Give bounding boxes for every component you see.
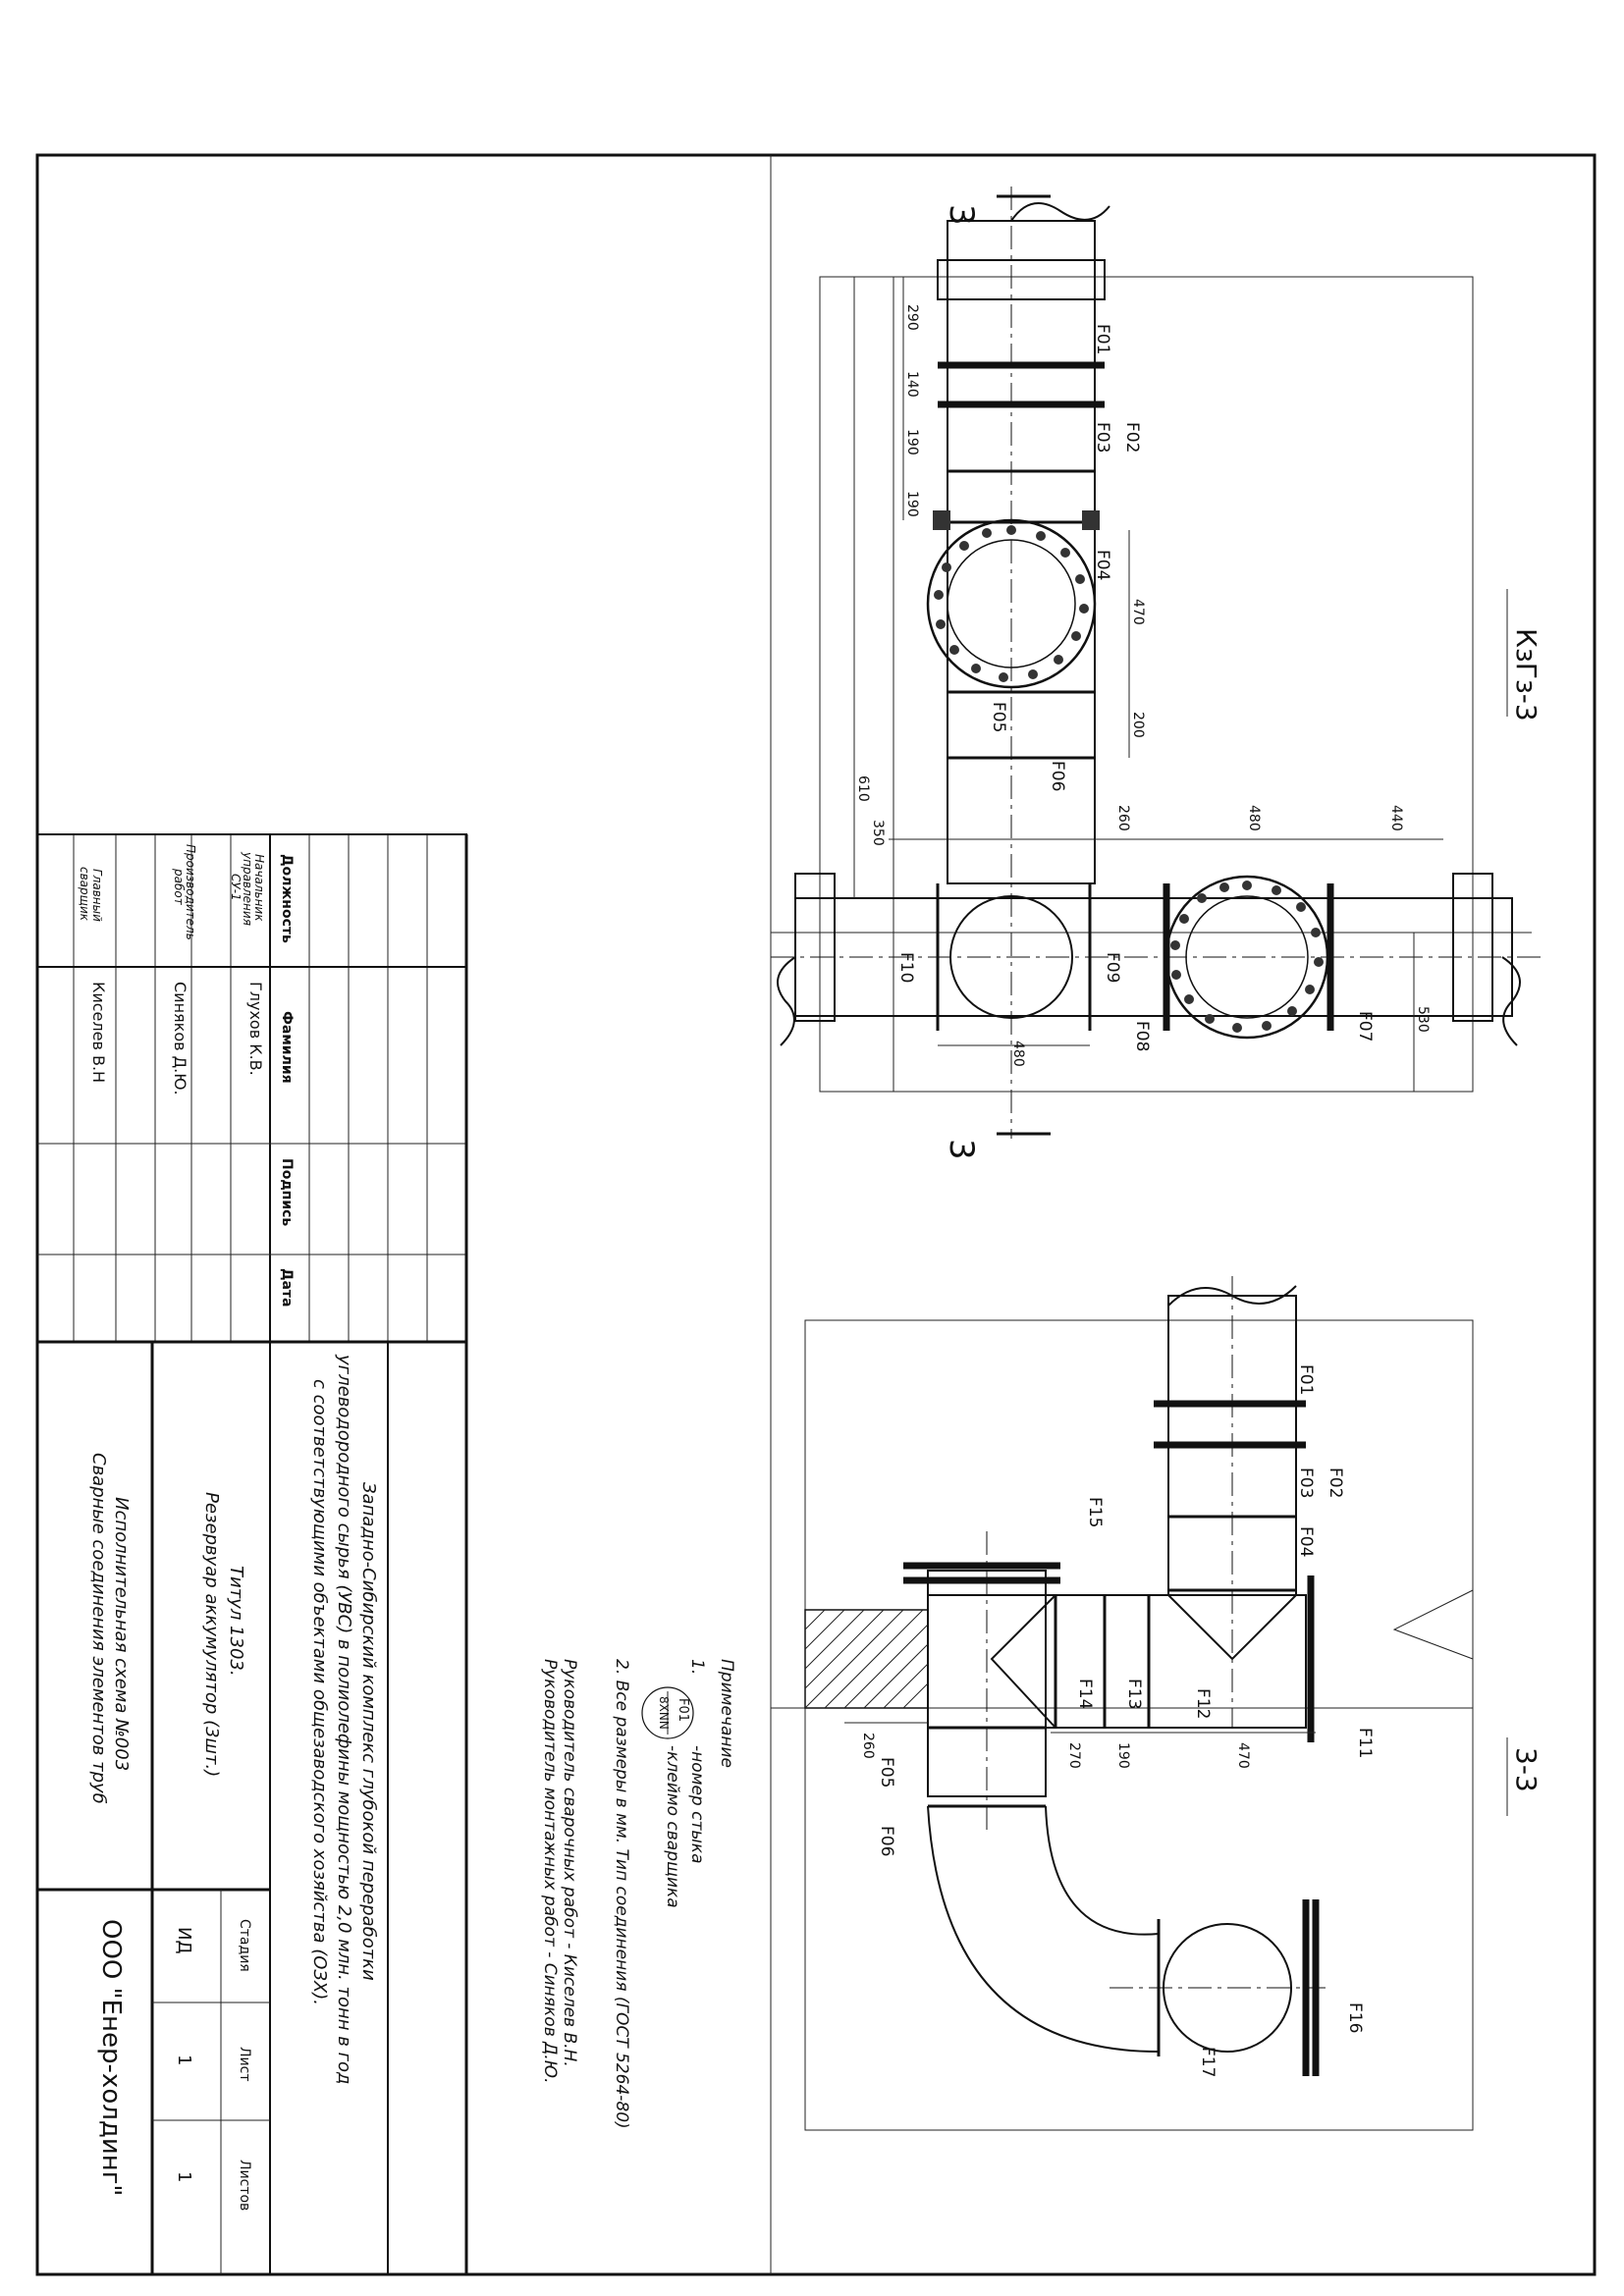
- header-signature: Подпись: [279, 1158, 295, 1227]
- dimension-label: 140: [904, 371, 920, 398]
- position-3-line-1: Главный: [90, 869, 104, 922]
- side-view-label: 3-3: [1510, 1747, 1543, 1792]
- title-line-2: Резервуар аккумулятор (3шт.): [201, 1492, 222, 1778]
- position-1-line-1: Начальник: [252, 854, 266, 922]
- joint-label: F17: [1198, 2047, 1218, 2078]
- stage-label: Стадия: [237, 1919, 252, 1972]
- joint-label: F03: [1296, 1468, 1316, 1499]
- joint-label: F12: [1193, 1688, 1213, 1720]
- scheme-line-1: Исполнительная схема №003: [111, 1497, 132, 1772]
- company-name: ООО "Енер-холдинг": [96, 1919, 126, 2197]
- dimension-label: 470: [1130, 599, 1146, 625]
- position-3-line-2: сварщик: [78, 867, 91, 921]
- title-line-1: Титул 1303.: [226, 1566, 246, 1677]
- joint-label: F14: [1075, 1679, 1095, 1710]
- joint-label: F06: [1048, 761, 1067, 792]
- sheets-value: 1: [174, 2171, 194, 2183]
- joint-label: F06: [877, 1826, 896, 1857]
- cut-mark-top: 3: [942, 204, 981, 226]
- joint-label: F04: [1093, 550, 1112, 581]
- joint-label: F13: [1124, 1679, 1144, 1710]
- dimension-label: 190: [904, 491, 920, 517]
- dimension-label: 190: [904, 429, 920, 455]
- joint-label: F10: [896, 952, 916, 984]
- stamp-top: F01: [676, 1698, 690, 1723]
- dimension-label: 480: [1246, 805, 1262, 831]
- dimension-label: 610: [855, 775, 871, 802]
- joint-label: F03: [1093, 422, 1112, 454]
- joint-label: F08: [1132, 1021, 1152, 1052]
- joint-label: F15: [1085, 1497, 1105, 1528]
- header-position: Должность: [279, 854, 295, 943]
- lead-welding: Руководитель сварочных работ - Киселев В.Н.: [560, 1659, 579, 2067]
- sheets-label: Листов: [237, 2160, 252, 2212]
- surname-3: Киселев В.Н: [89, 982, 108, 1084]
- note-1-welder: -клеймо сварщика: [663, 1745, 682, 1908]
- joint-label: F02: [1122, 422, 1142, 454]
- top-view-label: КзГз-3: [1510, 628, 1543, 721]
- sheet-value: 1: [174, 2055, 194, 2066]
- side-view-drawing: [771, 1276, 1473, 2130]
- stage-value: ИД: [174, 1927, 194, 1954]
- dimension-labels-top: [855, 304, 1431, 1067]
- dimension-label: 260: [860, 1733, 876, 1759]
- joint-label: F05: [989, 702, 1008, 733]
- note-1-number: 1.: [687, 1659, 707, 1676]
- joint-label: F07: [1355, 1011, 1375, 1042]
- header-date: Дата: [279, 1268, 295, 1308]
- dimension-label: 530: [1415, 1006, 1431, 1033]
- note-2: 2. Все размеры в мм. Тип соединения (ГОСТ 5264-80): [612, 1659, 631, 2129]
- notes: [540, 1659, 736, 2129]
- joint-label: F16: [1345, 2002, 1365, 2034]
- dimension-label: 470: [1235, 1742, 1251, 1769]
- notes-title: Примечание: [717, 1659, 736, 1768]
- surname-1: Глухов К.В.: [246, 982, 265, 1076]
- sheet-label: Лист: [237, 2047, 252, 2082]
- dimension-label: 270: [1066, 1742, 1082, 1769]
- project-line-3: с соответствующими объектами общезаводского хозяйства (ОЗХ).: [309, 1379, 330, 2006]
- position-1-line-3: СУ-1: [229, 874, 243, 901]
- joint-label: F04: [1296, 1526, 1316, 1558]
- joint-labels-side: [877, 1364, 1375, 2077]
- position-2-line-1: Производитель: [184, 844, 197, 940]
- project-line-2: углеводородного сырья (УВС) в полиолефины мощностью 2,0 млн. тонн в год: [334, 1355, 354, 2085]
- joint-label: F09: [1103, 952, 1122, 984]
- stamp-bottom: 8XNN: [657, 1696, 671, 1730]
- joint-label: F05: [877, 1757, 896, 1789]
- joint-label: F11: [1355, 1728, 1375, 1759]
- dimension-labels-side: [860, 1733, 1251, 1769]
- dimension-label: 440: [1388, 805, 1404, 831]
- joint-label: F01: [1296, 1364, 1316, 1396]
- dimension-label: 200: [1130, 712, 1146, 738]
- joint-labels-top: [896, 324, 1375, 1051]
- scheme-line-2: Сварные соединения элементов труб: [88, 1453, 109, 1804]
- position-2-line-2: работ: [172, 869, 186, 905]
- project-line-1: Западно-Сибирский комплекс глубокой переработки: [358, 1482, 379, 1981]
- dimension-label: 190: [1115, 1742, 1131, 1769]
- dimension-label: 480: [1010, 1041, 1026, 1067]
- position-1-line-2: управления: [241, 852, 254, 926]
- cut-mark-bottom: 3: [942, 1139, 981, 1160]
- header-surname: Фамилия: [279, 1011, 295, 1084]
- surname-2: Синяков Д.Ю.: [171, 982, 189, 1095]
- joint-label: F02: [1326, 1468, 1345, 1499]
- note-1-joint: -номер стыка: [687, 1745, 707, 1864]
- dimension-label: 290: [904, 304, 920, 331]
- dimension-label: 260: [1115, 805, 1131, 831]
- top-view-drawing: [771, 187, 1542, 1139]
- joint-label: F01: [1093, 324, 1112, 355]
- dimension-label: 350: [870, 820, 886, 846]
- lead-assembly: Руководитель монтажных работ - Синяков Д.Ю.: [540, 1659, 560, 2084]
